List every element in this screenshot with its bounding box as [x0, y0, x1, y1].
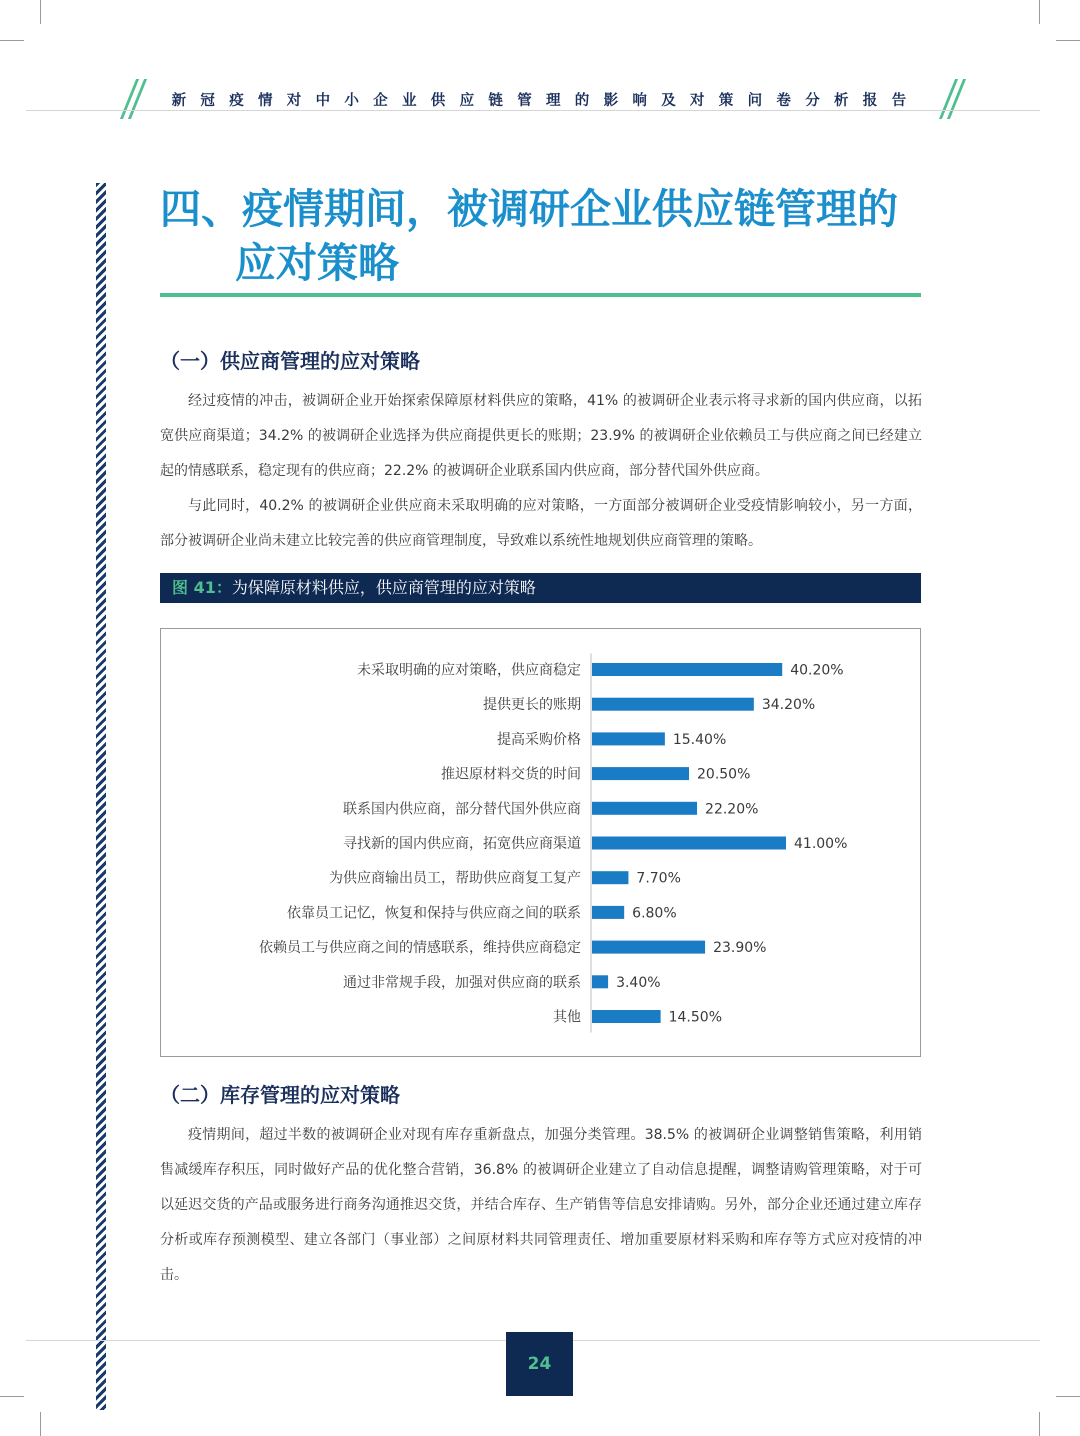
crop-mark [0, 40, 24, 41]
bar [592, 732, 665, 745]
crop-mark [40, 0, 41, 24]
category-label: 依靠员工记忆，恢复和保持与供应商之间的联系 [287, 905, 581, 922]
category-label: 其他 [553, 1009, 581, 1026]
bar [592, 802, 697, 815]
bar [592, 906, 624, 919]
slash-decoration-right [947, 80, 958, 118]
value-label: 7.70% [636, 870, 681, 887]
category-label: 依赖员工与供应商之间的情感联系，维持供应商稳定 [259, 940, 581, 957]
crop-mark [1056, 40, 1080, 41]
figure-caption: 为保障原材料供应，供应商管理的应对策略 [231, 578, 536, 597]
section-heading-supplier: （一）供应商管理的应对策略 [160, 349, 420, 373]
bar [592, 698, 754, 711]
chapter-title-line2: 应对策略 [235, 239, 399, 287]
value-label: 40.20% [790, 662, 844, 679]
category-label: 联系国内供应商，部分替代国外供应商 [343, 801, 581, 818]
paragraph: 疫情期间，超过半数的被调研企业对现有库存重新盘点，加强分类管理。38.5% 的被调研企业调整销售策略，利用销售减缓库存积压，同时做好产品的优化整合营销，36.8% 的被调研企业建立了自动信息提醒，调整请购管理策略，对于可以延迟交货的产品或服务进行商务沟通推迟交货，并结合库存、生产销售等信息安排请购。另外，部分企业还通过建立库存分析或库存预测模型、建立各部门（事业部）之间原材料共同管理责任、增加重要原材料采购和库存等方式应对疫情的冲击。 [160, 1127, 922, 1283]
figure-caption-bar [160, 573, 921, 603]
bar-chart-svg [161, 629, 922, 1058]
value-label: 3.40% [616, 974, 661, 991]
paragraph: 经过疫情的冲击，被调研企业开始探索保障原材料供应的策略，41% 的被调研企业表示将寻求新的国内供应商，以拓宽供应商渠道；34.2% 的被调研企业选择为供应商提供更长的账期；23.9% 的被调研企业依赖员工与供应商之间已经建立起的情感联系，稳定现有的供应商；22.2% 的被调研企业联系国内供应商，部分替代国外供应商。 [160, 393, 922, 479]
bar [592, 663, 782, 676]
category-label: 为供应商输出员工，帮助供应商复工复产 [329, 870, 581, 887]
value-label: 23.90% [713, 940, 767, 957]
chapter-title-line1: 四、疫情期间，被调研企业供应链管理的 [160, 185, 898, 233]
bar [592, 837, 786, 850]
running-header [128, 80, 958, 118]
value-label: 22.20% [705, 801, 759, 818]
value-label: 15.40% [672, 731, 727, 748]
value-label: 14.50% [668, 1009, 723, 1026]
crop-mark [0, 1396, 24, 1397]
value-label: 6.80% [632, 905, 677, 922]
bar [592, 767, 689, 780]
section-heading-inventory: （二）库存管理的应对策略 [160, 1083, 400, 1107]
category-label: 通过非常规手段，加强对供应商的联系 [343, 974, 581, 991]
crop-mark [40, 1412, 41, 1436]
value-label: 41.00% [794, 836, 848, 852]
running-header-title: 新冠疫情对中小企业供应链管理的影响及对策问卷分析报告 [171, 92, 921, 109]
category-label: 推迟原材料交货的时间 [441, 766, 581, 783]
page-number: 24 [506, 1332, 573, 1396]
value-label: 34.20% [761, 697, 816, 714]
category-label: 未采取明确的应对策略，供应商稳定 [357, 662, 581, 679]
bar [592, 871, 628, 884]
bar [592, 1010, 661, 1023]
bar [592, 975, 608, 988]
figure-number: 图 41： [172, 578, 232, 597]
value-label: 20.50% [697, 766, 751, 783]
crop-mark [1039, 0, 1040, 24]
category-label: 提高采购价格 [497, 731, 581, 748]
bar-chart [160, 628, 921, 1057]
bar [592, 941, 705, 954]
category-label: 提供更长的账期 [483, 697, 581, 714]
crop-mark [1056, 1396, 1080, 1397]
header-divider [26, 110, 1040, 111]
title-underline [160, 293, 921, 297]
category-label: 寻找新的国内供应商，拓宽供应商渠道 [343, 836, 581, 852]
slash-decoration-left [128, 80, 139, 118]
paragraph: 与此同时，40.2% 的被调研企业供应商未采取明确的应对策略，一方面部分被调研企业受疫情影响较小，另一方面，部分被调研企业尚未建立比较完善的供应商管理制度，导致难以系统性地规划供应商管理的策略。 [160, 498, 922, 549]
chapter-title [160, 182, 940, 290]
decorative-side-stripe [96, 183, 106, 1410]
crop-mark [1039, 1412, 1040, 1436]
